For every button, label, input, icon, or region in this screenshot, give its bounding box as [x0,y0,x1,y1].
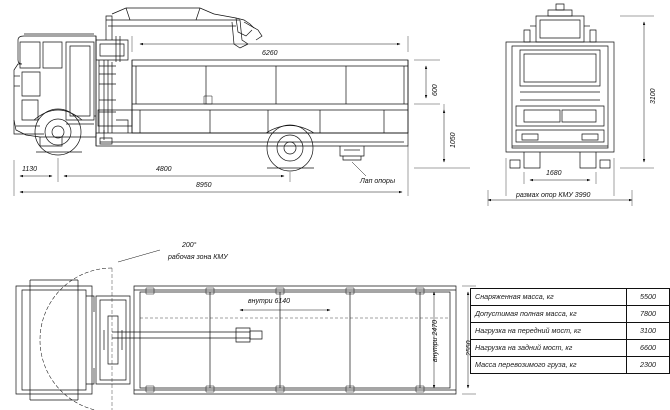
top-view-group [16,250,476,410]
label-crane-working-zone: рабочая зона КМУ [168,254,228,261]
spec-value-2: 3100 [627,323,670,340]
spec-name-2: Нагрузка на передний мост, кг [471,323,627,340]
dim-front-overhang: 1130 [22,166,38,173]
table-row [471,340,670,357]
dim-front-height: 3100 [650,88,657,104]
table-row [471,289,670,306]
spec-table [470,288,670,374]
dim-overall-length: 8950 [196,182,212,189]
dim-side-inner: внутри 2470 [432,319,439,362]
side-view-group [14,8,470,196]
dim-crane-zone-angle: 200° [182,242,197,249]
spec-value-1: 7800 [627,306,670,323]
table-row [471,323,670,340]
front-view-group [488,4,654,206]
dim-outriggers-span: размах опор КМУ 3990 [516,192,591,199]
dim-platform-outer-width: 2550 [466,340,473,356]
spec-name-3: Нагрузка на задний мост, кг [471,340,627,357]
dim-wheelbase: 4800 [156,166,172,173]
dim-platform-length: 6260 [262,50,278,57]
dim-platform-inner-width: внутри 6140 [248,298,291,305]
dim-floor-height: 1050 [450,132,457,148]
spec-value-3: 6600 [627,340,670,357]
dim-side-height: 600 [432,84,439,96]
spec-name-1: Допустимая полная масса, кг [471,306,627,323]
spec-name-0: Снаряженная масса, кг [471,289,627,306]
spec-name-4: Масса перевозимого груза, кг [471,357,627,374]
note-outrigger-pad: Лап опоры [360,178,396,185]
spec-value-4: 2300 [627,357,670,374]
dim-track-front: 1680 [546,170,562,177]
table-row [471,306,670,323]
table-row [471,357,670,374]
spec-value-0: 5500 [627,289,670,306]
